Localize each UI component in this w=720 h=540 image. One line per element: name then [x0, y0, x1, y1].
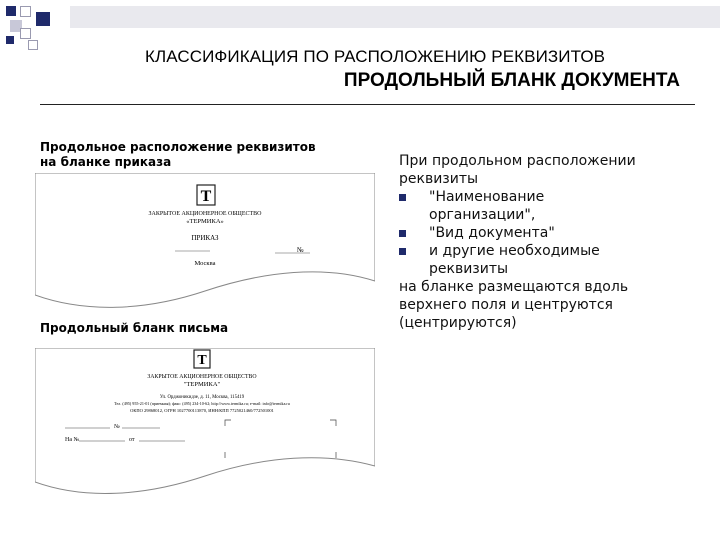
bullet-item — [399, 224, 699, 242]
order-form-caption — [40, 140, 370, 170]
bullet-text: "Наименование — [429, 189, 545, 205]
org-name-line: ЗАКРЫТОЕ АКЦИОНЕРНОЕ ОБЩЕСТВО — [148, 211, 262, 217]
decor-square — [20, 28, 31, 39]
bullet-text: и другие необходимые — [429, 243, 600, 259]
decor-square — [20, 6, 31, 17]
ref-label: На № — [65, 437, 80, 443]
order-form-image — [35, 173, 375, 318]
org-name-line: "ТЕРМИКА" — [183, 381, 221, 388]
slide-title-line2: ПРОДОЛЬНЫЙ БЛАНК ДОКУМЕНТА — [343, 70, 680, 91]
text-line: При продольном расположении — [399, 153, 636, 169]
place: Москва — [194, 260, 216, 267]
date-no-label: № — [114, 424, 120, 430]
title-divider — [40, 104, 695, 105]
decor-square — [6, 36, 14, 44]
square-bullet-icon — [399, 194, 406, 201]
bullet-item — [399, 242, 699, 278]
square-bullet-icon — [399, 230, 406, 237]
decor-square — [36, 12, 50, 26]
decor-square — [6, 6, 16, 16]
description-text — [399, 152, 699, 332]
letter-form-caption: Продольный бланк письма — [40, 321, 229, 335]
square-bullet-icon — [399, 248, 406, 255]
bullet-text: реквизиты — [429, 261, 509, 277]
doc-type: ПРИКАЗ — [191, 234, 219, 242]
bullet-text: "Вид документа" — [429, 225, 555, 241]
text-line: реквизиты — [399, 171, 479, 187]
address: Ул. Орджоникидзе, д. 11, Москва, 115419 — [159, 395, 245, 400]
org-name-line: ЗАКРЫТОЕ АКЦИОНЕРНОЕ ОБЩЕСТВО — [147, 374, 257, 380]
bullet-item — [399, 188, 699, 224]
logo-letter: Т — [197, 353, 207, 368]
contacts: Тел. (495) 955-21-01 (приемная); факс: (495) 234-10-62; http://www.termika.ru; e-mail: info@termika.ru — [114, 401, 290, 406]
slide-title-line1: КЛАССИФИКАЦИЯ ПО РАСПОЛОЖЕНИЮ РЕКВИЗИТОВ — [145, 47, 606, 66]
text-line: верхнего поля и центруются — [399, 297, 613, 313]
codes: ОКПО 29868012, ОГРН 1027700113870, ИНН/КПП 7725021460/772501001 — [130, 408, 274, 413]
caption-line: на бланке приказа — [40, 155, 172, 169]
letter-form-image — [35, 348, 375, 508]
caption-line: Продольное расположение реквизитов — [40, 140, 316, 154]
from-label: от — [129, 437, 135, 443]
number-mark: № — [297, 246, 304, 254]
decor-square — [28, 40, 38, 50]
top-band — [70, 6, 720, 28]
text-line: (центрируются) — [399, 315, 517, 331]
text-line: на бланке размещаются вдоль — [399, 279, 629, 295]
org-name-line: «ТЕРМИКА» — [186, 218, 224, 225]
logo-letter: Т — [200, 188, 212, 205]
bullet-text: организации", — [429, 207, 536, 223]
